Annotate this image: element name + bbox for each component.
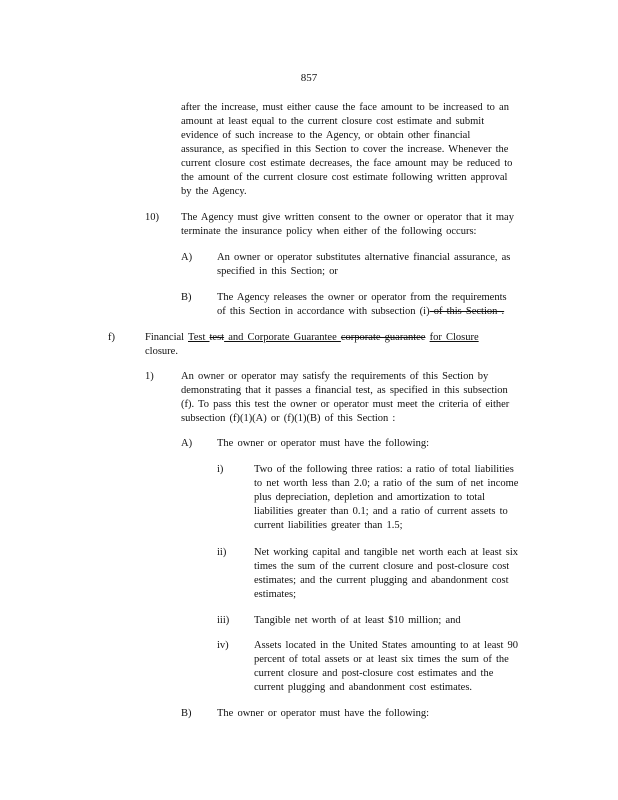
text-line: percent of total assets or at least six times the sum of the: [254, 654, 509, 665]
section-f-heading: [145, 331, 545, 359]
item-i-label: i): [217, 464, 224, 475]
item-10-B-label: B): [181, 292, 192, 303]
item-10-B-text: [217, 291, 542, 319]
text-line: An owner or operator substitutes alternative financial assurance, as: [217, 252, 511, 263]
item-1-text: [181, 370, 541, 426]
text-line: (f). To pass this test the owner or operator must meet the criteria of either: [181, 399, 510, 410]
text-line: to net worth less than 2.0; a ratio of the sum of net income: [254, 478, 519, 489]
intro-paragraph: [181, 101, 541, 199]
text-line: assurance, as specified in this Section to cover the increase. Whenever the: [181, 144, 509, 155]
text-line: estimates; and the current plugging and abandonment cost: [254, 575, 509, 586]
text-plain: of this Section in accordance with subsection (i): [217, 306, 430, 317]
text-line: after the increase, must either cause the face amount to be increased to an: [181, 102, 509, 113]
text-line: evidence of such increase to the Agency, or obtain other financial: [181, 130, 471, 141]
text-line: current plugging and abandonment cost estimates.: [254, 682, 473, 693]
text-line: Net working capital and tangible net worth each at least six: [254, 547, 519, 558]
item-iii-text: [254, 614, 544, 628]
underlined-text: Test: [188, 332, 210, 343]
text-line: plus depreciation, depletion and amortization to total: [254, 492, 485, 503]
item-1-A-text: The owner or operator must have the following:: [217, 438, 429, 449]
item-iv-text: [254, 639, 544, 695]
text-line: current closure cost estimate decreases, the face amount may be reduced to: [181, 158, 513, 169]
heading-text: Financial: [145, 332, 189, 343]
section-f-label: f): [108, 332, 115, 343]
text-line: by the Agency.: [181, 186, 247, 197]
text-line: Two of the following three ratios: a ratio of total liabilities: [254, 464, 514, 475]
item-1-B-text: The owner or operator must have the following:: [217, 708, 429, 719]
item-ii-text: [254, 546, 544, 602]
item-1-A-label: A): [181, 438, 193, 449]
text-line: Assets located in the United States amounting to at least 90: [254, 640, 519, 651]
text-line: demonstrating that it passes a financial test, as specified in this subsection: [181, 385, 508, 396]
item-10-text: [181, 211, 541, 239]
item-i-text: [254, 463, 544, 533]
text-line: The Agency releases the owner or operator from the requirements: [217, 292, 507, 303]
struck-text: corporate guarantee: [340, 332, 426, 343]
item-iii-label: iii): [217, 615, 230, 626]
underlined-text: for Closure: [429, 332, 479, 343]
text-line: terminate the insurance policy when either of the following occurs:: [181, 226, 477, 237]
text-line: closure.: [145, 346, 178, 357]
underlined-text: and Corporate Guarantee: [224, 332, 341, 343]
text-line: liabilities greater than 0.1; and a ratio of current assets to: [254, 506, 508, 517]
text-line: [145, 331, 545, 345]
item-10-label: 10): [145, 212, 159, 223]
text-line: amount at least equal to the current closure cost estimate and submit: [181, 116, 485, 127]
item-iv-label: iv): [217, 640, 229, 651]
struck-text: of this Section .: [429, 306, 505, 317]
item-10-A-text: [217, 251, 542, 279]
text-line: specified in this Section; or: [217, 266, 338, 277]
text-line: The Agency must give written consent to the owner or operator that it may: [181, 212, 514, 223]
text-line: [217, 305, 542, 319]
item-1-B-label: B): [181, 708, 192, 719]
text-line: current closure and post-closure cost estimates and the: [254, 668, 494, 679]
text-line: subsection (f)(1)(A) or (f)(1)(B) of this Section :: [181, 413, 396, 424]
page-number: 857: [300, 72, 318, 84]
text-line: the amount of the current closure cost estimate following written approval: [181, 172, 508, 183]
item-10-A-label: A): [181, 252, 193, 263]
item-ii-label: ii): [217, 547, 227, 558]
struck-text: test: [209, 332, 225, 343]
text-line: estimates;: [254, 589, 296, 600]
text-line: times the sum of the current closure and post-closure cost: [254, 561, 510, 572]
item-1-label: 1): [145, 371, 154, 382]
text-line: An owner or operator may satisfy the requirements of this Section by: [181, 371, 489, 382]
text-line: Tangible net worth of at least $10 million; and: [254, 615, 461, 626]
text-line: current liabilities greater than 1.5;: [254, 520, 403, 531]
